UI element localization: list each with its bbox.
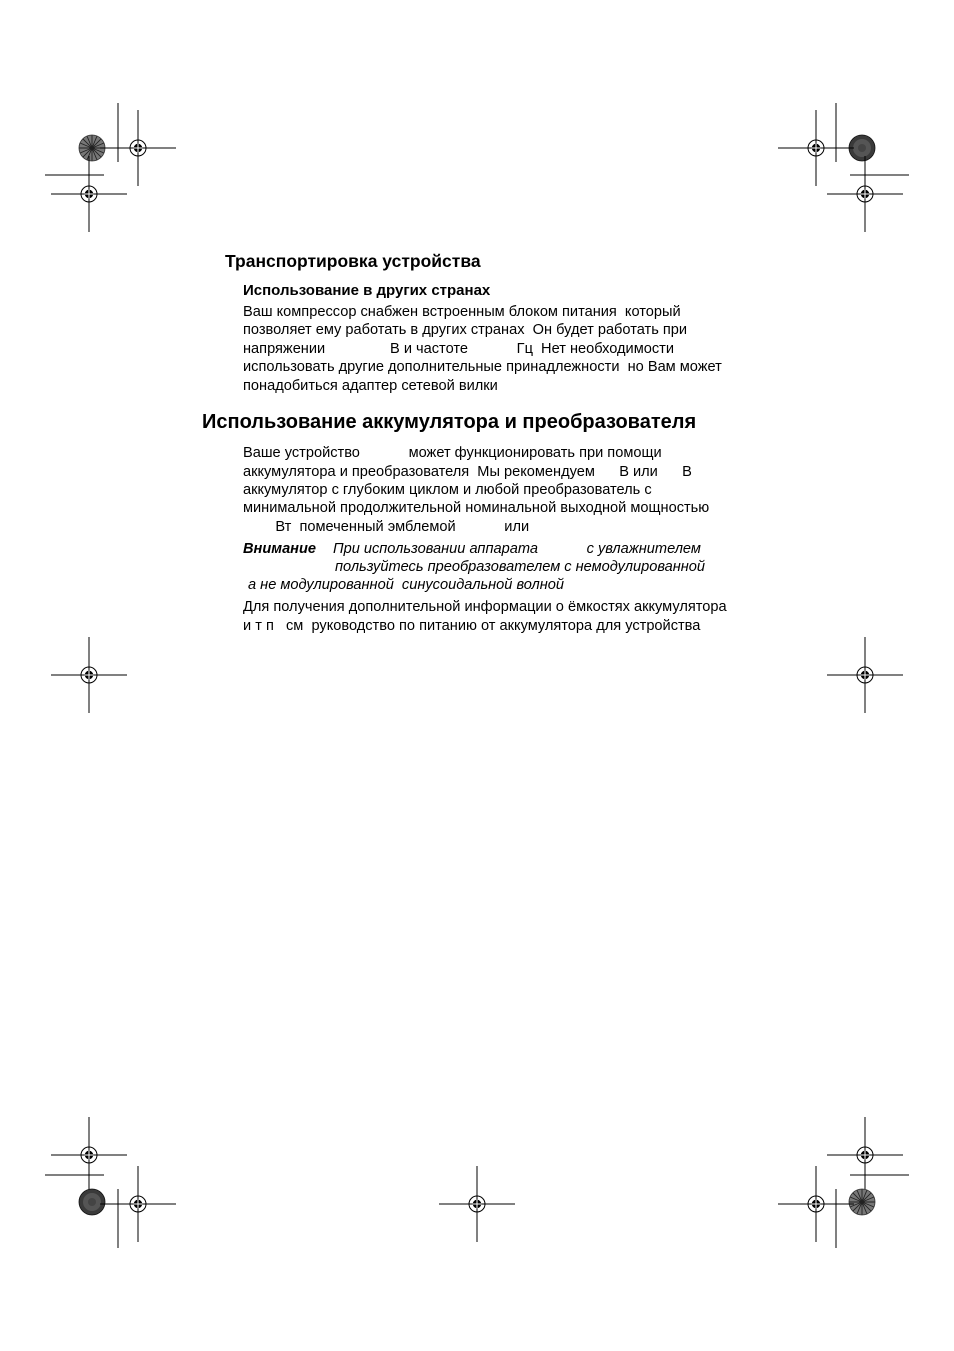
- section-heading-transport: Транспортировка устройства: [225, 251, 481, 271]
- registration-mark-icon: [51, 637, 127, 713]
- paragraph-line: минимальной продолжительной номинальной выходной мощностью: [243, 500, 710, 516]
- star-target-icon: [79, 1189, 105, 1215]
- section-heading-battery: Использование аккумулятора и преобразователя: [202, 411, 697, 433]
- paragraph-line: и т п см руководство по питанию от аккумулятора для устройства: [243, 618, 701, 634]
- registration-mark-icon: [827, 637, 903, 713]
- caution-line: пользуйтесь преобразователем с немодулированной: [335, 559, 706, 575]
- paragraph-line: аккумулятора и преобразователя Мы рекомендуем В или В: [243, 464, 692, 480]
- registration-mark-icon: [827, 1117, 903, 1193]
- registration-mark-icon: [827, 156, 903, 232]
- star-target-icon: [849, 1189, 875, 1215]
- paragraph-line: напряжении В и частоте Гц Нет необходимости: [243, 341, 674, 357]
- paragraph-line: позволяет ему работать в других странах Он будет работать при: [243, 322, 688, 338]
- subheading-other-countries: Использование в других странах: [243, 282, 491, 299]
- registration-mark-icon: [100, 110, 176, 186]
- registration-mark-icon: [100, 1166, 176, 1242]
- registration-mark-icon: [778, 1166, 854, 1242]
- registration-mark-icon: [51, 156, 127, 232]
- paragraph-line: использовать другие дополнительные принадлежности но Вам может: [243, 359, 722, 375]
- paragraph-line: аккумулятор с глубоким циклом и любой преобразователь с: [243, 482, 652, 498]
- paragraph-line: понадобиться адаптер сетевой вилки: [243, 378, 498, 394]
- paragraph-line: Ваше устройство может функционировать при помощи: [243, 445, 662, 461]
- caution-label: Внимание: [243, 541, 317, 557]
- caution-line: При использовании аппарата с увлажнителем: [333, 541, 701, 557]
- paragraph-line: Ваш компрессор снабжен встроенным блоком питания который: [243, 304, 681, 320]
- registration-mark-icon: [778, 110, 854, 186]
- paragraph-line: Для получения дополнительной информации о ёмкостях аккумулятора: [243, 599, 727, 615]
- paragraph-line: Вт помеченный эмблемой или: [243, 519, 530, 535]
- registration-mark-icon: [439, 1166, 515, 1242]
- caution-line: а не модулированной синусоидальной волной: [248, 577, 565, 593]
- registration-mark-icon: [51, 1117, 127, 1193]
